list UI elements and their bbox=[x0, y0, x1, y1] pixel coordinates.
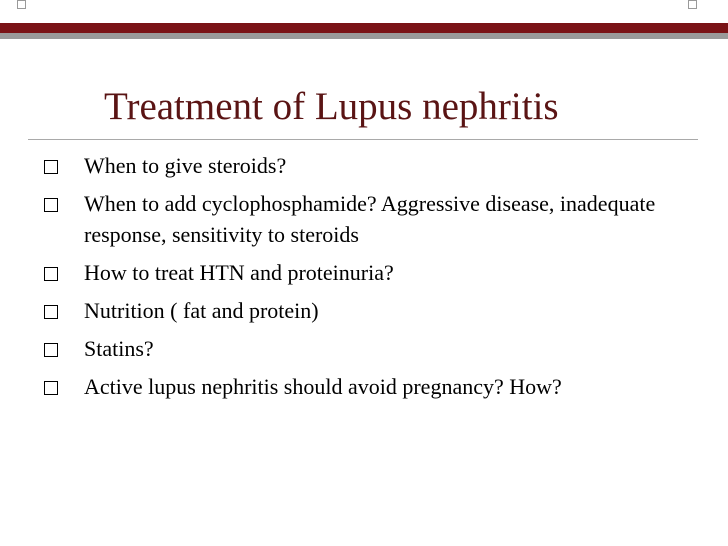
hollow-square-bullet-icon bbox=[44, 305, 58, 319]
bullet-text: How to treat HTN and proteinuria? bbox=[84, 260, 394, 285]
corner-square-icon bbox=[688, 0, 697, 9]
hollow-square-bullet-icon bbox=[44, 160, 58, 174]
bullet-text: When to give steroids? bbox=[84, 153, 287, 178]
bullet-list bbox=[44, 150, 704, 409]
hollow-square-bullet-icon bbox=[44, 343, 58, 357]
hollow-square-bullet-icon bbox=[44, 198, 58, 212]
bullet-text: When to add cyclophosphamide? Aggressive disease, inadequate response, sensitivity to steroids bbox=[84, 191, 656, 247]
bullet-item bbox=[44, 333, 704, 364]
bullet-item bbox=[44, 257, 704, 288]
bullet-item bbox=[44, 150, 704, 181]
title-divider bbox=[28, 139, 698, 140]
corner-square-icon bbox=[17, 0, 26, 9]
bullet-item bbox=[44, 371, 704, 402]
bullet-text: Active lupus nephritis should avoid pregnancy? How? bbox=[84, 374, 562, 399]
band-dark-stripe bbox=[0, 23, 728, 33]
slide-title: Treatment of Lupus nephritis bbox=[104, 85, 559, 128]
band-light-stripe bbox=[0, 33, 728, 39]
bullet-text: Statins? bbox=[84, 336, 154, 361]
hollow-square-bullet-icon bbox=[44, 267, 58, 281]
bullet-item bbox=[44, 188, 704, 250]
bullet-item bbox=[44, 295, 704, 326]
hollow-square-bullet-icon bbox=[44, 381, 58, 395]
top-decorative-band bbox=[0, 0, 728, 40]
bullet-text: Nutrition ( fat and protein) bbox=[84, 298, 319, 323]
